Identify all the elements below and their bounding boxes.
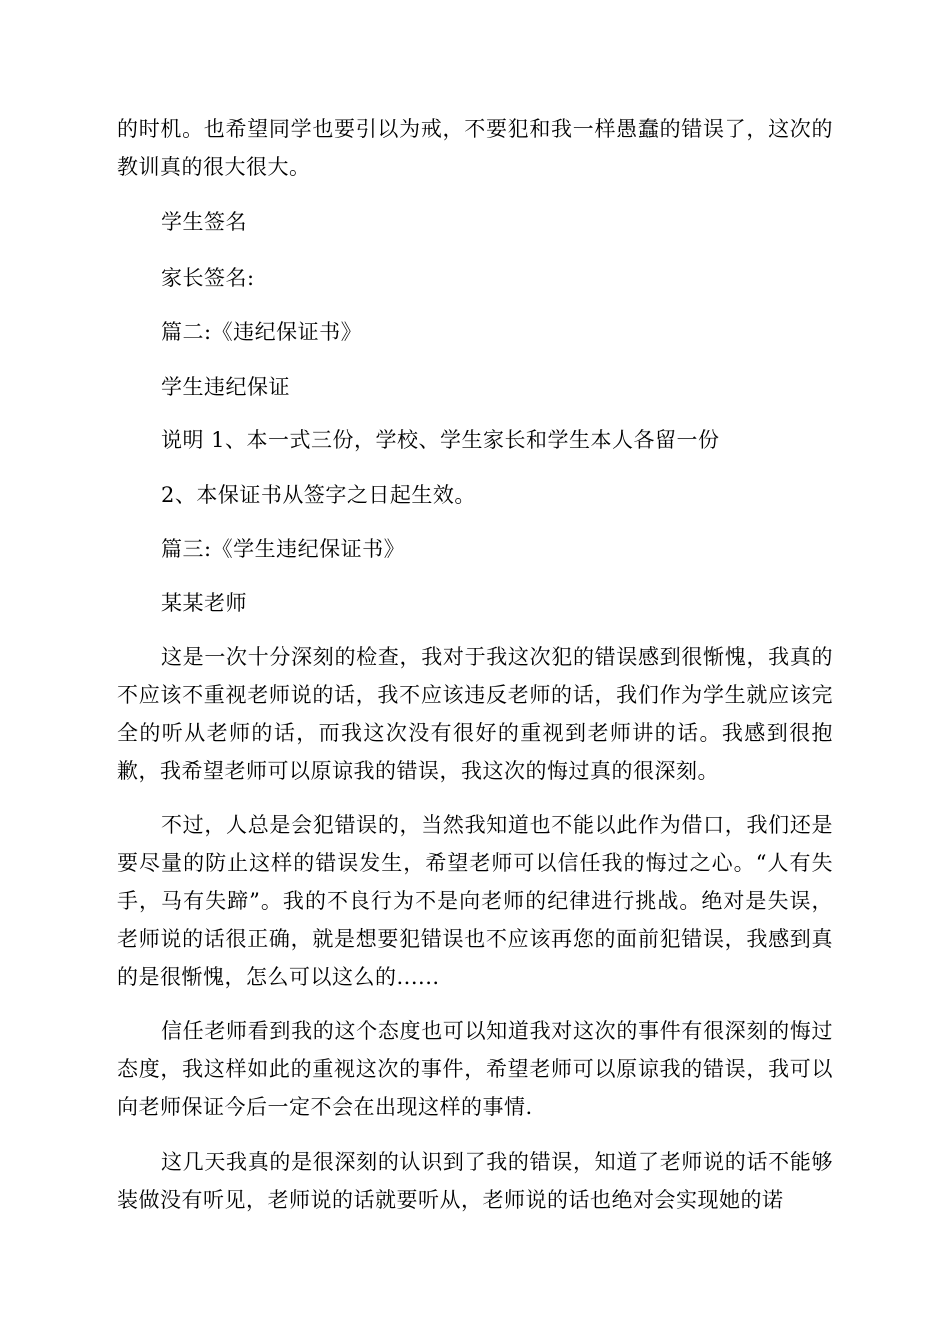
body-paragraph-4: 这几天我真的是很深刻的认识到了我的错误，知道了老师说的话不能够装做没有听见，老师说的话就要听从，老师说的话也绝对会实现她的诺 (117, 1150, 833, 1212)
salutation: 某某老师 (161, 591, 247, 615)
student-signature-label: 学生签名 (161, 210, 247, 234)
section-heading-3: 篇三:《学生违纪保证书》 (161, 537, 406, 561)
note-line-2: 2、本保证书从签字之日起生效。 (161, 483, 476, 507)
subheading-violation-guarantee: 学生违纪保证 (161, 375, 290, 399)
paragraph-continuation: 的时机。也希望同学也要引以为戒，不要犯和我一样愚蠢的错误了，这次的教训真的很大很大。 (117, 117, 833, 179)
body-paragraph-1: 这是一次十分深刻的检查，我对于我这次犯的错误感到很惭愧，我真的不应该不重视老师说的话，我不应该违反老师的话，我们作为学生就应该完全的听从老师的话，而我这次没有很好的重视到老师讲的话。我感到很抱歉，我希望老师可以原谅我的错误，我这次的悔过真的很深刻。 (117, 645, 833, 783)
body-paragraph-3: 信任老师看到我的这个态度也可以知道我对这次的事件有很深刻的悔过态度，我这样如此的重视这次的事件，希望老师可以原谅我的错误，我可以向老师保证今后一定不会在出现这样的事情. (117, 1019, 833, 1119)
note-line-1: 说明 1、本一式三份，学校、学生家长和学生本人各留一份 (161, 428, 720, 452)
parent-signature-label: 家长签名: (161, 266, 255, 290)
section-heading-2: 篇二:《违纪保证书》 (161, 320, 363, 344)
body-paragraph-2: 不过，人总是会犯错误的，当然我知道也不能以此作为借口，我们还是要尽量的防止这样的错误发生，希望老师可以信任我的悔过之心。“人有失手，马有失蹄”。我的不良行为不是向老师的纪律进行挑战。绝对是失误，老师说的话很正确，就是想要犯错误也不应该再您的面前犯错误，我感到真的是很惭愧，怎么可以这么的...... (117, 813, 833, 989)
